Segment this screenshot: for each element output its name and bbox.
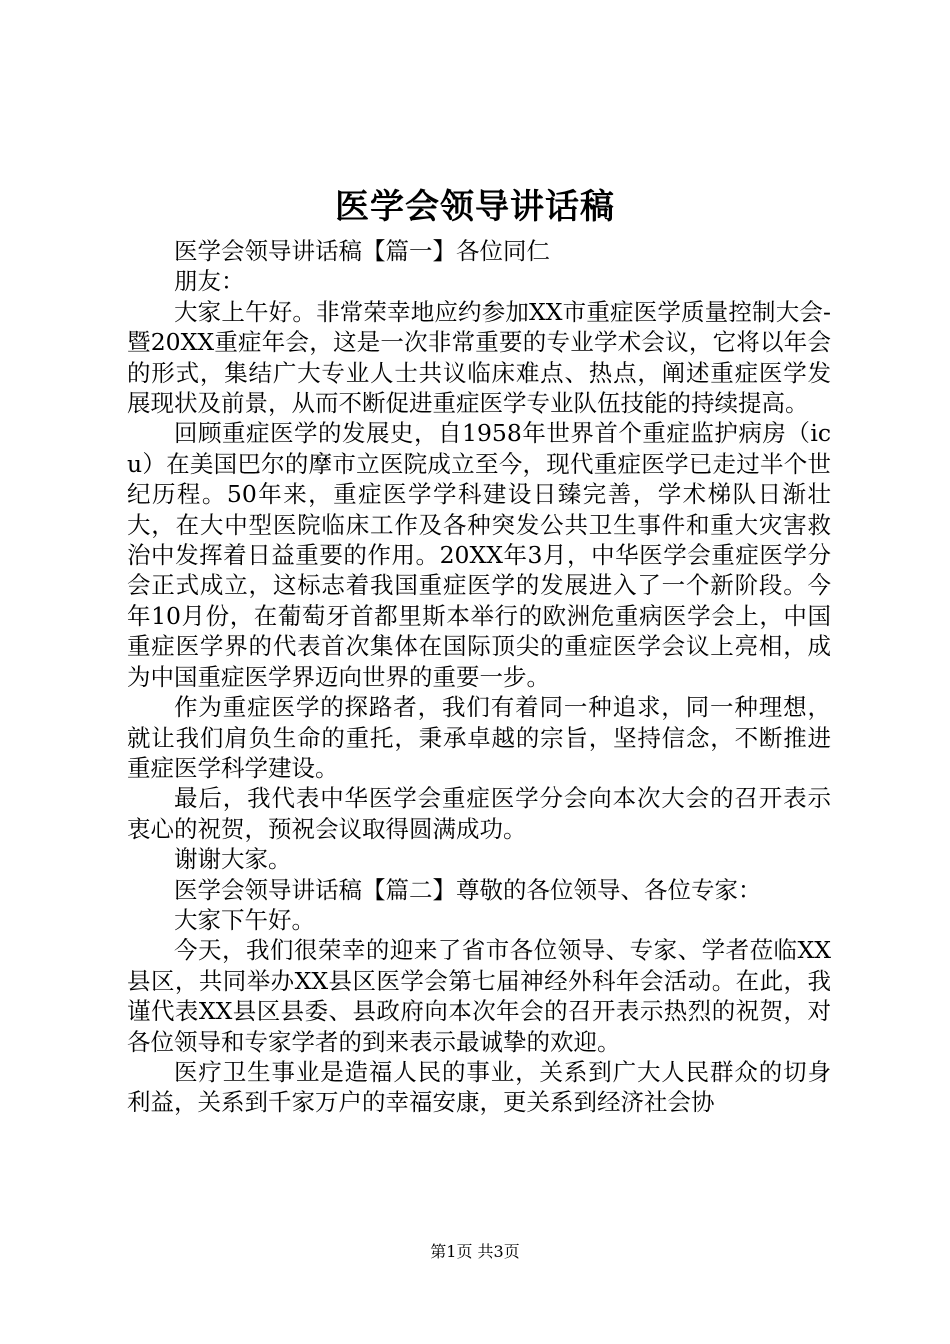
paragraph-pursuit: 作为重症医学的探路者，我们有着同一种追求，同一种理想，就让我们肩负生命的重托，秉承卓越的宗旨，坚持信念，不断推进重症医学科学建设。	[127, 693, 831, 782]
document-body	[127, 236, 831, 1118]
paragraph-greeting-1: 医学会领导讲话稿【篇一】各位同仁	[174, 237, 550, 265]
paragraph-history: 回顾重症医学的发展史，自1958年世界首个重症监护病房（icu）在美国巴尔的摩市立医院成立至今，现代重症医学已走过半个世纪历程。50年来，重症医学学科建设日臻完善，学术梯队日渐壮大，在大中型医院临床工作及各种突发公共卫生事件和重大灾害救治中发挥着日益重要的作用。20XX年3月，中华医学会重症医学分会正式成立，这标志着我国重症医学的发展进入了一个新阶段。今年10月份，在葡萄牙首都里斯本举行的欧洲危重病医学会上，中国重症医学界的代表首次集体在国际顶尖的重症医学会议上亮相，成为中国重症医学界迈向世界的重要一步。	[127, 419, 831, 691]
paragraph-part2-health: 医疗卫生事业是造福人民的事业，关系到广大人民群众的切身利益，关系到千家万户的幸福安康，更关系到经济社会协	[127, 1057, 831, 1117]
paragraph-opening: 大家上午好。非常荣幸地应约参加XX市重症医学质量控制大会-暨20XX重症年会，这是一次非常重要的专业学术会议，它将以年会的形式，集结广大专业人士共议临床难点、热点，阐述重症医学发展现状及前景，从而不断促进重症医学专业队伍技能的持续提高。	[127, 297, 831, 418]
paragraph-part2-greeting: 大家下午好。	[174, 905, 315, 934]
paragraph-part2-heading: 医学会领导讲话稿【篇二】尊敬的各位领导、各位专家：	[174, 875, 762, 904]
paragraph-part2-welcome: 今天，我们很荣幸的迎来了省市各位领导、专家、学者莅临XX县区，共同举办XX县区医学会第七届神经外科年会活动。在此，我谨代表XX县区县委、县政府向本次年会的召开表示热烈的祝贺，对各位领导和专家学者的到来表示最诚挚的欢迎。	[127, 936, 831, 1056]
paragraph-thanks: 谢谢大家。	[174, 845, 292, 874]
document-title: 医学会领导讲话稿	[335, 187, 615, 227]
paragraph-closing: 最后，我代表中华医学会重症医学分会向本次大会的召开表示衷心的祝贺，预祝会议取得圆满成功。	[127, 784, 831, 843]
paragraph-greeting-2: 朋友：	[174, 267, 245, 296]
page-footer: 第1页 共3页	[430, 1242, 520, 1261]
